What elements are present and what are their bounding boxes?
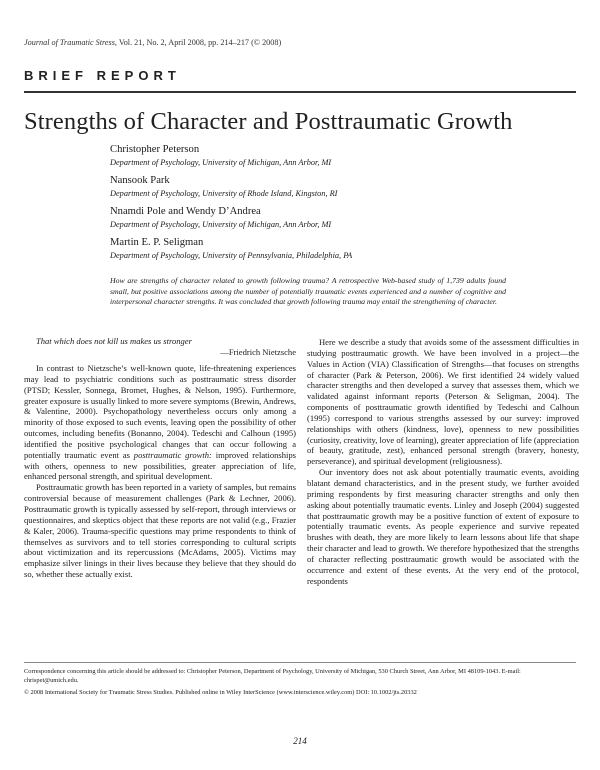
footnote-rule bbox=[24, 662, 576, 663]
copyright-note: © 2008 International Society for Traumatic Stress Studies. Published online in Wiley InterScience (www.interscience.wiley.com) DOI: 10.1002/jts.20332 bbox=[24, 688, 417, 696]
header-rule bbox=[24, 91, 576, 93]
body-paragraph: Our inventory does not ask about potentially traumatic events, avoiding blatant demand characteristics, and in the present study, we further avoided priming respondents by first measuring character strengths and only then asking about potentially traumatic events. Linley and Joseph (2004) suggested that posttraumatic growth may be a positive function of extent of exposure to potentially traumatic events. As people experience and survive repeated brushes with death, they are more likely to learn lessons about life that shape their character and lead to growth. We therefore hypothesized that the strengths of character reflecting posttraumatic growth would be associated with the occurrence and extent of these events. At the very end of the protocol, respondents bbox=[307, 467, 579, 586]
right-column bbox=[307, 337, 579, 586]
author-entry bbox=[110, 236, 580, 261]
author-entry bbox=[110, 143, 580, 168]
section-label: BRIEF REPORT bbox=[24, 68, 181, 83]
footnotes bbox=[24, 662, 576, 697]
author-affiliation: Department of Psychology, University of Rhode Island, Kingston, RI bbox=[110, 189, 338, 198]
emphasized-term: posttraumatic growth: bbox=[133, 449, 212, 460]
author-name: Martin E. P. Seligman bbox=[110, 237, 204, 248]
author-entry bbox=[110, 174, 580, 199]
epigraph-quote: That which does not kill us makes us stronger bbox=[36, 336, 192, 346]
author-affiliation: Department of Psychology, University of Michigan, Ann Arbor, MI bbox=[110, 158, 332, 167]
author-name: Christopher Peterson bbox=[110, 144, 200, 155]
author-list bbox=[110, 143, 580, 267]
author-name: Nansook Park bbox=[110, 175, 170, 186]
paragraph-text: improved relationships with others, openness to new possibilities, greater appreciation of life, enhanced personal strength, and spiritual development. bbox=[24, 449, 296, 482]
author-affiliation: Department of Psychology, University of Pennsylvania, Philadelphia, PA bbox=[110, 251, 353, 260]
correspondence-note: Correspondence concerning this article should be addressed to: Christopher Peterson, Department of Psychology, University of Michigan, 530 Church Street, Ann Arbor, MI 48109-1043. E-mail: chrispet@umich.edu. bbox=[24, 667, 521, 684]
abstract: How are strengths of character related to growth following trauma? A retrospective Web-based study of 1,739 adults found small, but positive associations among the number of potentially traumatic events experienced and a number of cognitive and interpersonal character strengths. It was concluded that growth following trauma may entail the strengthening of character. bbox=[110, 276, 506, 307]
author-entry bbox=[110, 205, 580, 230]
article-title: Strengths of Character and Posttraumatic Growth bbox=[24, 108, 513, 135]
journal-citation: Vol. 21, No. 2, April 2008, pp. 214–217 (© 2008) bbox=[116, 38, 282, 47]
journal-header bbox=[24, 38, 584, 47]
author-affiliation: Department of Psychology, University of Michigan, Ann Arbor, MI bbox=[110, 220, 332, 229]
body-paragraph bbox=[24, 363, 296, 482]
body-paragraph: Posttraumatic growth has been reported in a variety of samples, but remains controversial because of measurement challenges (Park & Lechner, 2006). Posttraumatic growth is typically assessed by self-report, through interviews or questionnaires, and skeptics object that these reports are not valid (e.g., Frazier & Kaler, 2006). Trauma-specific questions may prime respondents to think of themselves as survivors and to tell stories corresponding to cultural scripts about victimization and its repercussions (McAdams, 2005). Victims may emphasize silver linings in their lives because they believe that they should do so, whether these actually exist. bbox=[24, 482, 296, 580]
author-name: Nnamdi Pole and Wendy D’Andrea bbox=[110, 206, 261, 217]
page-number: 214 bbox=[293, 736, 307, 746]
paragraph-text: In contrast to Nietzsche’s well-known quote, life-threatening experiences may lead to psychiatric conditions such as posttraumatic stress disorder (PTSD; Kessler, Sonnega, Bromet, Hughes, & Nelson, 1995). Furthermore, greater exposure is usually linked to more severe symptoms (Brewin, Andrews, & Valentine, 2000). Psychopathology nevertheless occurs only among a minority of those exposed to such events, leaving open the possibility of other outcomes, including benefits (Bonanno, 2004). Tedeschi and Calhoun (1995) identified the positive psychological changes that can occur following a potentially traumatic event as bbox=[24, 363, 296, 460]
epigraph-attribution: —Friedrich Nietzsche bbox=[220, 347, 296, 357]
left-column bbox=[24, 336, 296, 580]
body-paragraph: Here we describe a study that avoids some of the assessment difficulties in studying posttraumatic growth. We have been involved in a project—the Values in Action (VIA) Classification of Strengths—that focuses on strengths of character (Park & Peterson, 2006). We first identified 24 widely valued character strengths and then developed a survey that assesses them, which we validated against informant reports (Peterson & Seligman, 2004). The components of posttraumatic growth identified by Tedeschi and Calhoun (1995) correspond to various strengths assessed by our survey: improved relationships with others (kindness, love), openness to new possibilities (curiosity, creativity, love of learning), greater appreciation of life (appreciation of beauty, gratitude, zest), enhanced personal strength (bravery, honesty, perseverance), and spiritual development (religiousness). bbox=[307, 337, 579, 467]
journal-name: Journal of Traumatic Stress, bbox=[24, 38, 117, 47]
